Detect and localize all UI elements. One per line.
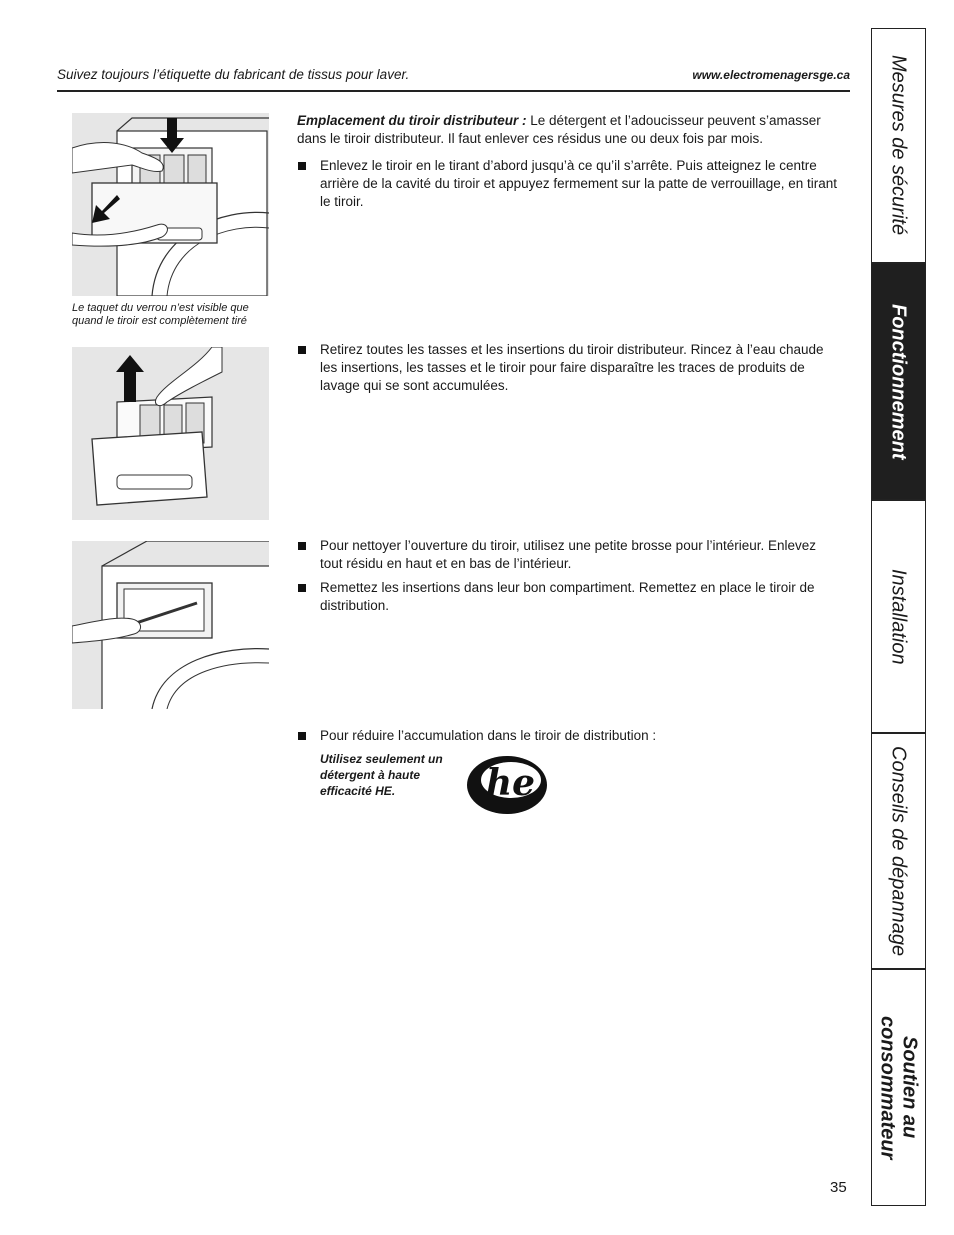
bullet-square-icon <box>298 346 306 354</box>
section-tabs <box>871 28 926 1206</box>
drawer-pull-illustration <box>72 113 269 296</box>
drawer-opening-brush-illustration <box>72 541 269 709</box>
he-detergent-note: Utilisez seulement un détergent à haute efficacité HE. <box>320 752 443 798</box>
intro-text: Le détergent et l’adoucisseur peuvent s’amasser dans le tiroir distributeur. Il faut enlever ces résidus une ou deux fois par mois. <box>297 113 821 146</box>
bullet-square-icon <box>298 162 306 170</box>
he-logo-text: he <box>486 762 536 804</box>
tab-fonctionnement[interactable]: Fonctionnement <box>872 264 925 501</box>
instruction-bullet: Pour nettoyer l’ouverture du tiroir, utilisez une petite brosse pour l’intérieur. Enlevez tout résidu en haut et en bas de l’intérieur. <box>297 537 837 573</box>
illustration-caption: Le taquet du verrou n’est visible que quand le tiroir est complètement tiré <box>72 302 249 327</box>
dispenser-location-paragraph <box>297 112 837 148</box>
tab-conseils-de-depannage[interactable]: Conseils de dépannage <box>872 734 925 970</box>
running-header-note: Suivez toujours l’étiquette du fabricant de tissus pour laver. <box>57 67 410 82</box>
bullet-square-icon <box>298 542 306 550</box>
drawer-lift-illustration <box>72 347 269 520</box>
instruction-bullet: Pour réduire l’accumulation dans le tiroir de distribution : <box>297 727 837 745</box>
bullet-square-icon <box>298 584 306 592</box>
instruction-bullet: Remettez les insertions dans leur bon compartiment. Remettez en place le tiroir de distribution. <box>297 579 837 615</box>
tab-installation[interactable]: Installation <box>872 501 925 734</box>
instruction-bullet: Retirez toutes les tasses et les insertions du tiroir distributeur. Rincez à l’eau chaude les insertions, les tasses et le tiroir pour faire disparaître les traces de produits de lavage qui se sont accumulées. <box>297 341 837 395</box>
website-url[interactable]: www.electromenagersge.ca <box>692 68 850 82</box>
tab-soutien-au-consommateur[interactable]: Soutien au consommateur <box>876 1015 921 1160</box>
instruction-bullet: Enlevez le tiroir en le tirant d’abord jusqu’à ce qu’il s’arrête. Puis atteignez le centre arrière de la cavité du tiroir et appuyez fermement sur la patte de verrouillage, en tirant le tiroir. <box>297 157 837 211</box>
page-number: 35 <box>830 1179 847 1196</box>
intro-heading: Emplacement du tiroir distributeur : <box>297 113 527 128</box>
tab-mesures-de-securite[interactable]: Mesures de sécurité <box>872 29 925 264</box>
he-logo-icon <box>464 753 550 817</box>
header-divider <box>57 90 850 92</box>
bullet-square-icon <box>298 732 306 740</box>
